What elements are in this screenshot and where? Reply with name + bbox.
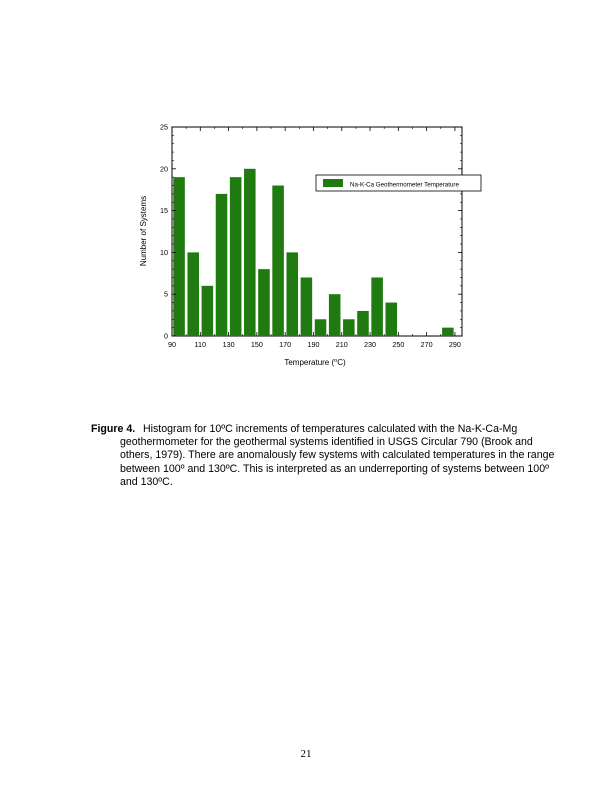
x-tick-label: 190 [307, 340, 320, 349]
x-tick-label: 90 [168, 340, 176, 349]
bar-150 [258, 269, 270, 336]
legend-label: Na-K-Ca Geothermometer Temperature [350, 181, 459, 189]
bar-group [173, 169, 453, 336]
bar-130 [230, 177, 242, 336]
caption-line: geothermometer for the geothermal systems identified in USGS Circular 790 (Brook and [120, 436, 533, 449]
y-tick-label: 10 [160, 247, 168, 257]
bar-140 [244, 169, 256, 336]
caption-line: others, 1979). There are anomalously few systems with calculated temperatures in the range [120, 449, 555, 462]
bar-100 [187, 252, 199, 336]
bar-240 [385, 303, 397, 336]
page-number: 21 [300, 748, 312, 760]
plot-frame [172, 127, 462, 336]
bar-90 [173, 177, 185, 336]
bar-210 [343, 319, 355, 336]
bar-110 [202, 286, 214, 336]
x-tick-label: 250 [392, 340, 405, 349]
y-tick-label: 25 [160, 122, 168, 132]
bar-160 [272, 186, 284, 336]
x-tick-label: 210 [335, 340, 348, 349]
legend-swatch [323, 179, 343, 187]
x-axis-label: Temperature ($^o$C) [284, 358, 346, 367]
bar-120 [216, 194, 228, 336]
bar-230 [371, 277, 383, 336]
x-tick-label: 230 [364, 340, 377, 349]
caption-line: and 130ºC. [120, 475, 173, 488]
x-tick-label: 270 [420, 340, 433, 349]
bar-190 [315, 319, 327, 336]
bar-280 [442, 328, 454, 336]
legend [316, 175, 481, 191]
figure-caption [91, 423, 555, 489]
x-tick-label: 290 [448, 340, 461, 349]
bar-170 [286, 252, 298, 336]
y-tick-label: 20 [160, 164, 168, 174]
bar-180 [301, 277, 313, 336]
x-tick-label: 170 [279, 340, 292, 349]
bar-220 [357, 311, 369, 336]
bar-200 [329, 294, 341, 336]
caption-line: between 100º and 130ºC. This is interpreted as an underreporting of systems between 100º [120, 462, 549, 475]
x-tick-label: 110 [194, 340, 207, 349]
caption-line: Histogram for 10ºC increments of temperatures calculated with the Na-K-Ca-Mg [143, 423, 518, 435]
y-tick-label: 0 [164, 331, 168, 341]
y-tick-label: 5 [164, 289, 168, 299]
figure-label: Figure 4. [91, 423, 136, 435]
x-tick-label: 150 [250, 340, 263, 349]
y-tick-label: 15 [160, 206, 168, 216]
y-axis-label: Number of Systems [139, 195, 148, 267]
x-tick-label: 130 [222, 340, 235, 349]
